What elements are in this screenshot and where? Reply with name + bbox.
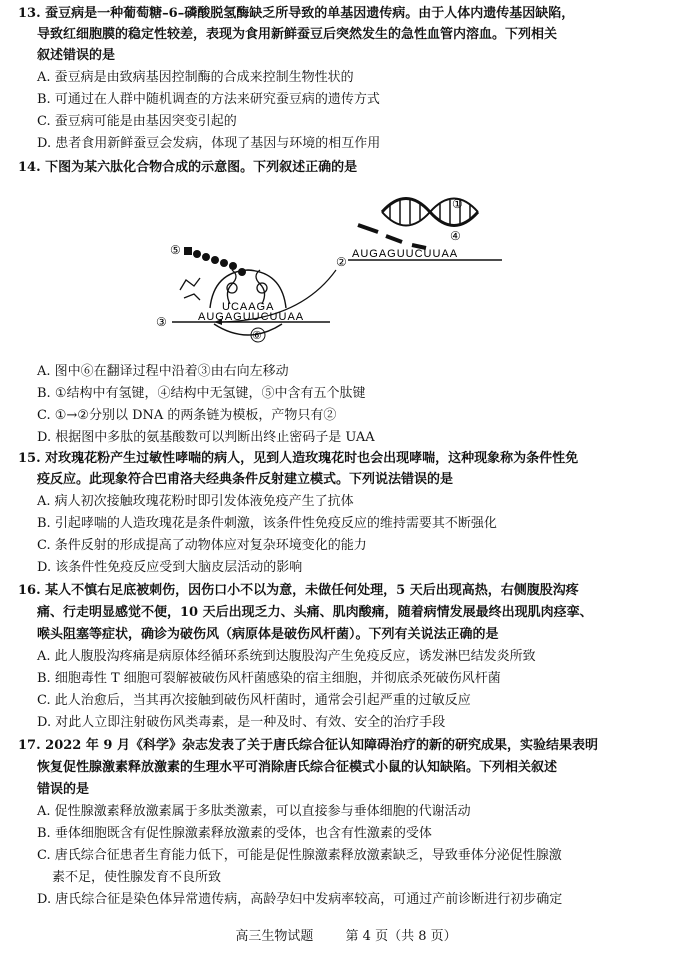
q15-option-b: B. 引起哮喘的人造玫瑰花是条件刺激，该条件性免疫反应的维持需要其不断强化 [37,516,497,531]
q13-option-a: A. 蚕豆病是由致病基因控制酶的合成来控制生物性状的 [37,70,354,85]
q15-stem-line-1: 15. 对玫瑰花粉产生过敏性哮喘的病人，见到人造玫瑰花时也会出现哮喘，这种现象称为条件性免 [18,451,579,466]
q14-option-b: B. ①结构中有氢键，④结构中无氢键，⑤中含有五个肽键 [37,386,366,401]
q17-option-a: A. 促性腺激素释放激素属于多肽类激素，可以直接参与垂体细胞的代谢活动 [37,804,471,819]
q17-stem-line-3: 错误的是 [37,782,90,797]
q17-option-c-line-2: 素不足，使性腺发育不良所致 [52,870,222,885]
q17-stem-line-2: 恢复促性腺激素释放激素的生理水平可消除唐氏综合征模式小鼠的认知缺陷。下列相关叙述 [37,760,558,775]
q17-option-b: B. 垂体细胞既含有促性腺激素释放激素的受体，也含有性激素的受体 [37,826,432,841]
label-5: ⑤ [170,243,181,257]
trna-pair [227,270,267,304]
label-4: ④ [450,229,461,243]
q15-stem-line-2: 疫反应。此现象符合巴甫洛夫经典条件反射建立模式。下列说法错误的是 [37,472,454,487]
q13-stem-line-1: 13. 蚕豆病是一种葡萄糖–6–磷酸脱氢酶缺乏所导致的单基因遗传病。由于人体内遗传基因缺陷， [18,6,575,21]
anticodons: UCAAGA [222,301,275,313]
transcription-arc [358,225,426,248]
q16-stem-line-1: 16. 某人不慎右足底被刺伤，因伤口小不以为意，未做任何处理，5 天后出现高热，右侧腹股沟疼 [18,583,579,598]
q14-stem: 14. 下图为某六肽化合物合成的示意图。下列叙述正确的是 [18,160,358,175]
q15-option-a: A. 病人初次接触玫瑰花粉时即引发体液免疫产生了抗体 [37,494,354,509]
q13-stem-line-2: 导致红细胞膜的稳定性较差，表现为食用新鲜蚕豆后突然发生的急性血管内溶血。下列相关 [37,27,558,42]
ribosome-small-subunit [214,324,282,335]
q13-option-c: C. 蚕豆病可能是由基因突变引起的 [37,114,237,129]
q14-option-d: D. 根据图中多肽的氨基酸数可以判断出终止密码子是 UAA [37,430,375,445]
q17-stem-line-1: 17. 2022 年 9 月《科学》杂志发表了关于唐氏综合征认知障碍治疗的新的研究成果，实验结果表明 [18,738,598,753]
q17-option-c-line-1: C. 唐氏综合征患者生育能力低下，可能是促性腺激素释放激素缺乏，导致垂体分泌促性腺激 [37,848,562,863]
q15-option-d: D. 该条件性免疫反应受到大脑皮层活动的影响 [37,560,303,575]
dna-helix [382,199,478,226]
q14-option-c: C. ①→②分别以 DNA 的两条链为模板，产物只有② [37,408,337,423]
q15-option-c: C. 条件反射的形成提高了动物体应对复杂环境变化的能力 [37,538,367,553]
translation-diagram [150,190,530,355]
q16-stem-line-2: 痛、行走明显感觉不便，10 天后出现乏力、头痛、肌肉酸痛，随着病情发展最终出现肌肉痉挛、 [37,605,593,620]
mrna-left-sequence: AUGAGUUCUUAA [198,311,305,323]
q16-stem-line-3: 喉头阻塞等症状，确诊为破伤风（病原体是破伤风杆菌）。下列有关说法正确的是 [37,627,499,642]
page-footer [0,925,692,944]
q16-option-d: D. 对此人立即注射破伤风类毒素，是一种及时、有效、安全的治疗手段 [37,715,446,730]
label-1: ① [452,197,463,211]
label-6: ⑥ [252,329,262,342]
label-2: ② [336,255,347,269]
label-3: ③ [156,315,167,329]
free-trna [180,278,200,300]
q14-option-a: A. 图中⑥在翻译过程中沿着③由右向左移动 [37,364,289,379]
q17-option-d: D. 唐氏综合征是染色体异常遗传病，高龄孕妇中发病率较高，可通过产前诊断进行初步确定 [37,892,563,907]
q16-option-b: B. 细胞毒性 T 细胞可裂解被破伤风杆菌感染的宿主细胞，并彻底杀死破伤风杆菌 [37,671,501,686]
q13-stem-line-3: 叙述错误的是 [37,48,116,63]
q16-option-c: C. 此人治愈后，当其再次接触到破伤风杆菌时，通常会引起严重的过敏反应 [37,693,471,708]
footer-page-number: 第 4 页（共 8 页） [345,929,457,944]
footer-subject: 高三生物试题 [235,929,314,944]
q13-option-d: D. 患者食用新鲜蚕豆会发病，体现了基因与环境的相互作用 [37,136,381,151]
mrna-right-sequence: AUGAGUUCUUAA [352,248,459,260]
q13-option-b: B. 可通过在人群中随机调查的方法来研究蚕豆病的遗传方式 [37,92,380,107]
q16-option-a: A. 此人腹股沟疼痛是病原体经循环系统到达腹股沟产生免疫反应，诱发淋巴结发炎所致 [37,649,536,664]
